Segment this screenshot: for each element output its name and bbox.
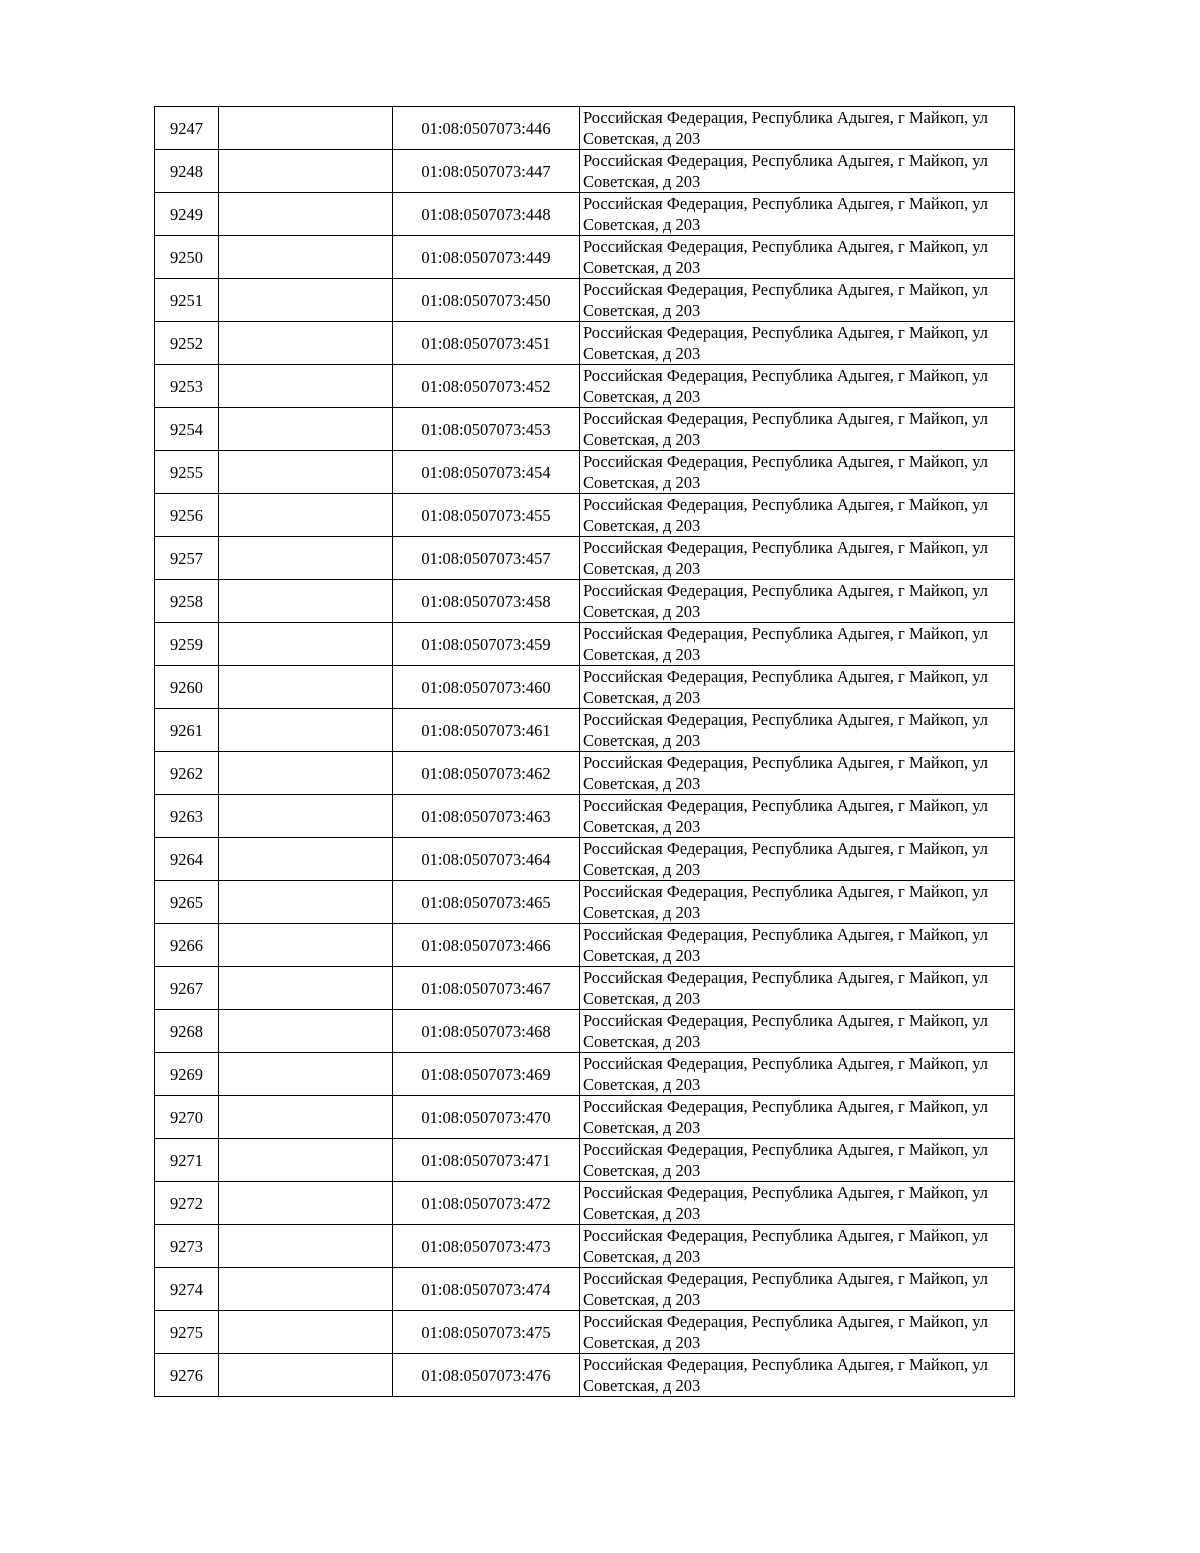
row-number-cell: 9269 <box>155 1053 219 1096</box>
cadastral-number-cell: 01:08:0507073:452 <box>393 365 580 408</box>
row-number-cell: 9253 <box>155 365 219 408</box>
row-number-cell: 9255 <box>155 451 219 494</box>
name-cell <box>219 709 393 752</box>
table-row <box>155 838 1015 881</box>
cadastral-number-cell: 01:08:0507073:457 <box>393 537 580 580</box>
cadastral-number-cell: 01:08:0507073:474 <box>393 1268 580 1311</box>
row-number-cell: 9254 <box>155 408 219 451</box>
table-row <box>155 1139 1015 1182</box>
row-number-cell: 9257 <box>155 537 219 580</box>
name-cell <box>219 1096 393 1139</box>
address-cell: Российская Федерация, Республика Адыгея, г Майкоп, ул Советская, д 203 <box>580 322 1015 365</box>
address-cell: Российская Федерация, Республика Адыгея, г Майкоп, ул Советская, д 203 <box>580 924 1015 967</box>
table-row <box>155 365 1015 408</box>
cadastral-number-cell: 01:08:0507073:469 <box>393 1053 580 1096</box>
address-cell: Российская Федерация, Республика Адыгея, г Майкоп, ул Советская, д 203 <box>580 838 1015 881</box>
table-row <box>155 1182 1015 1225</box>
row-number-cell: 9260 <box>155 666 219 709</box>
name-cell <box>219 838 393 881</box>
row-number-cell: 9270 <box>155 1096 219 1139</box>
address-cell: Российская Федерация, Республика Адыгея, г Майкоп, ул Советская, д 203 <box>580 1053 1015 1096</box>
cadastral-number-cell: 01:08:0507073:463 <box>393 795 580 838</box>
name-cell <box>219 1268 393 1311</box>
cadastral-number-cell: 01:08:0507073:450 <box>393 279 580 322</box>
address-cell: Российская Федерация, Республика Адыгея, г Майкоп, ул Советская, д 203 <box>580 236 1015 279</box>
table-row <box>155 494 1015 537</box>
address-cell: Российская Федерация, Республика Адыгея, г Майкоп, ул Советская, д 203 <box>580 666 1015 709</box>
address-cell: Российская Федерация, Республика Адыгея, г Майкоп, ул Советская, д 203 <box>580 1354 1015 1397</box>
cadastral-number-cell: 01:08:0507073:454 <box>393 451 580 494</box>
name-cell <box>219 666 393 709</box>
cadastral-number-cell: 01:08:0507073:447 <box>393 150 580 193</box>
address-cell: Российская Федерация, Республика Адыгея, г Майкоп, ул Советская, д 203 <box>580 1311 1015 1354</box>
table-row <box>155 279 1015 322</box>
cadastral-number-cell: 01:08:0507073:462 <box>393 752 580 795</box>
row-number-cell: 9274 <box>155 1268 219 1311</box>
name-cell <box>219 1225 393 1268</box>
table-row <box>155 1096 1015 1139</box>
row-number-cell: 9250 <box>155 236 219 279</box>
cadastral-number-cell: 01:08:0507073:448 <box>393 193 580 236</box>
row-number-cell: 9268 <box>155 1010 219 1053</box>
name-cell <box>219 322 393 365</box>
address-cell: Российская Федерация, Республика Адыгея, г Майкоп, ул Советская, д 203 <box>580 279 1015 322</box>
row-number-cell: 9262 <box>155 752 219 795</box>
name-cell <box>219 365 393 408</box>
cadastral-number-cell: 01:08:0507073:461 <box>393 709 580 752</box>
address-cell: Российская Федерация, Республика Адыгея, г Майкоп, ул Советская, д 203 <box>580 795 1015 838</box>
row-number-cell: 9267 <box>155 967 219 1010</box>
table-row <box>155 1268 1015 1311</box>
address-cell: Российская Федерация, Республика Адыгея, г Майкоп, ул Советская, д 203 <box>580 537 1015 580</box>
address-cell: Российская Федерация, Республика Адыгея, г Майкоп, ул Советская, д 203 <box>580 150 1015 193</box>
address-cell: Российская Федерация, Республика Адыгея, г Майкоп, ул Советская, д 203 <box>580 107 1015 150</box>
address-cell: Российская Федерация, Республика Адыгея, г Майкоп, ул Советская, д 203 <box>580 408 1015 451</box>
cadastral-number-cell: 01:08:0507073:475 <box>393 1311 580 1354</box>
address-cell: Российская Федерация, Республика Адыгея, г Майкоп, ул Советская, д 203 <box>580 881 1015 924</box>
address-cell: Российская Федерация, Республика Адыгея, г Майкоп, ул Советская, д 203 <box>580 967 1015 1010</box>
name-cell <box>219 193 393 236</box>
property-registry-table <box>154 106 1015 1397</box>
table-row <box>155 1010 1015 1053</box>
table-row <box>155 1311 1015 1354</box>
row-number-cell: 9275 <box>155 1311 219 1354</box>
registry-table-body <box>155 107 1015 1397</box>
address-cell: Российская Федерация, Республика Адыгея, г Майкоп, ул Советская, д 203 <box>580 623 1015 666</box>
cadastral-number-cell: 01:08:0507073:458 <box>393 580 580 623</box>
cadastral-number-cell: 01:08:0507073:459 <box>393 623 580 666</box>
name-cell <box>219 1139 393 1182</box>
name-cell <box>219 1182 393 1225</box>
cadastral-number-cell: 01:08:0507073:473 <box>393 1225 580 1268</box>
name-cell <box>219 795 393 838</box>
name-cell <box>219 1053 393 1096</box>
table-row <box>155 1225 1015 1268</box>
cadastral-number-cell: 01:08:0507073:466 <box>393 924 580 967</box>
table-row <box>155 107 1015 150</box>
cadastral-number-cell: 01:08:0507073:455 <box>393 494 580 537</box>
name-cell <box>219 150 393 193</box>
table-row <box>155 1053 1015 1096</box>
name-cell <box>219 1311 393 1354</box>
cadastral-number-cell: 01:08:0507073:453 <box>393 408 580 451</box>
row-number-cell: 9276 <box>155 1354 219 1397</box>
row-number-cell: 9258 <box>155 580 219 623</box>
address-cell: Российская Федерация, Республика Адыгея, г Майкоп, ул Советская, д 203 <box>580 1139 1015 1182</box>
row-number-cell: 9263 <box>155 795 219 838</box>
cadastral-number-cell: 01:08:0507073:472 <box>393 1182 580 1225</box>
table-row <box>155 709 1015 752</box>
row-number-cell: 9249 <box>155 193 219 236</box>
address-cell: Российская Федерация, Республика Адыгея, г Майкоп, ул Советская, д 203 <box>580 1268 1015 1311</box>
address-cell: Российская Федерация, Республика Адыгея, г Майкоп, ул Советская, д 203 <box>580 1182 1015 1225</box>
name-cell <box>219 881 393 924</box>
address-cell: Российская Федерация, Республика Адыгея, г Майкоп, ул Советская, д 203 <box>580 193 1015 236</box>
name-cell <box>219 537 393 580</box>
row-number-cell: 9259 <box>155 623 219 666</box>
table-row <box>155 881 1015 924</box>
name-cell <box>219 279 393 322</box>
row-number-cell: 9264 <box>155 838 219 881</box>
table-row <box>155 408 1015 451</box>
row-number-cell: 9266 <box>155 924 219 967</box>
name-cell <box>219 236 393 279</box>
row-number-cell: 9251 <box>155 279 219 322</box>
table-row <box>155 795 1015 838</box>
table-row <box>155 193 1015 236</box>
cadastral-number-cell: 01:08:0507073:471 <box>393 1139 580 1182</box>
table-row <box>155 236 1015 279</box>
cadastral-number-cell: 01:08:0507073:468 <box>393 1010 580 1053</box>
cadastral-number-cell: 01:08:0507073:476 <box>393 1354 580 1397</box>
table-row <box>155 537 1015 580</box>
address-cell: Российская Федерация, Республика Адыгея, г Майкоп, ул Советская, д 203 <box>580 365 1015 408</box>
cadastral-number-cell: 01:08:0507073:470 <box>393 1096 580 1139</box>
cadastral-number-cell: 01:08:0507073:465 <box>393 881 580 924</box>
table-row <box>155 451 1015 494</box>
name-cell <box>219 623 393 666</box>
address-cell: Российская Федерация, Республика Адыгея, г Майкоп, ул Советская, д 203 <box>580 752 1015 795</box>
table-row <box>155 150 1015 193</box>
name-cell <box>219 1010 393 1053</box>
address-cell: Российская Федерация, Республика Адыгея, г Майкоп, ул Советская, д 203 <box>580 1096 1015 1139</box>
row-number-cell: 9271 <box>155 1139 219 1182</box>
table-row <box>155 322 1015 365</box>
cadastral-number-cell: 01:08:0507073:451 <box>393 322 580 365</box>
row-number-cell: 9272 <box>155 1182 219 1225</box>
name-cell <box>219 494 393 537</box>
row-number-cell: 9261 <box>155 709 219 752</box>
cadastral-number-cell: 01:08:0507073:449 <box>393 236 580 279</box>
address-cell: Российская Федерация, Республика Адыгея, г Майкоп, ул Советская, д 203 <box>580 494 1015 537</box>
cadastral-number-cell: 01:08:0507073:460 <box>393 666 580 709</box>
address-cell: Российская Федерация, Республика Адыгея, г Майкоп, ул Советская, д 203 <box>580 580 1015 623</box>
name-cell <box>219 752 393 795</box>
name-cell <box>219 451 393 494</box>
table-row <box>155 967 1015 1010</box>
cadastral-number-cell: 01:08:0507073:464 <box>393 838 580 881</box>
name-cell <box>219 1354 393 1397</box>
row-number-cell: 9247 <box>155 107 219 150</box>
table-row <box>155 924 1015 967</box>
table-row <box>155 752 1015 795</box>
row-number-cell: 9252 <box>155 322 219 365</box>
address-cell: Российская Федерация, Республика Адыгея, г Майкоп, ул Советская, д 203 <box>580 451 1015 494</box>
address-cell: Российская Федерация, Республика Адыгея, г Майкоп, ул Советская, д 203 <box>580 1225 1015 1268</box>
row-number-cell: 9273 <box>155 1225 219 1268</box>
table-row <box>155 623 1015 666</box>
table-row <box>155 580 1015 623</box>
table-row <box>155 666 1015 709</box>
row-number-cell: 9265 <box>155 881 219 924</box>
name-cell <box>219 967 393 1010</box>
name-cell <box>219 408 393 451</box>
cadastral-number-cell: 01:08:0507073:467 <box>393 967 580 1010</box>
address-cell: Российская Федерация, Республика Адыгея, г Майкоп, ул Советская, д 203 <box>580 709 1015 752</box>
cadastral-number-cell: 01:08:0507073:446 <box>393 107 580 150</box>
name-cell <box>219 107 393 150</box>
name-cell <box>219 924 393 967</box>
table-row <box>155 1354 1015 1397</box>
row-number-cell: 9248 <box>155 150 219 193</box>
address-cell: Российская Федерация, Республика Адыгея, г Майкоп, ул Советская, д 203 <box>580 1010 1015 1053</box>
name-cell <box>219 580 393 623</box>
row-number-cell: 9256 <box>155 494 219 537</box>
